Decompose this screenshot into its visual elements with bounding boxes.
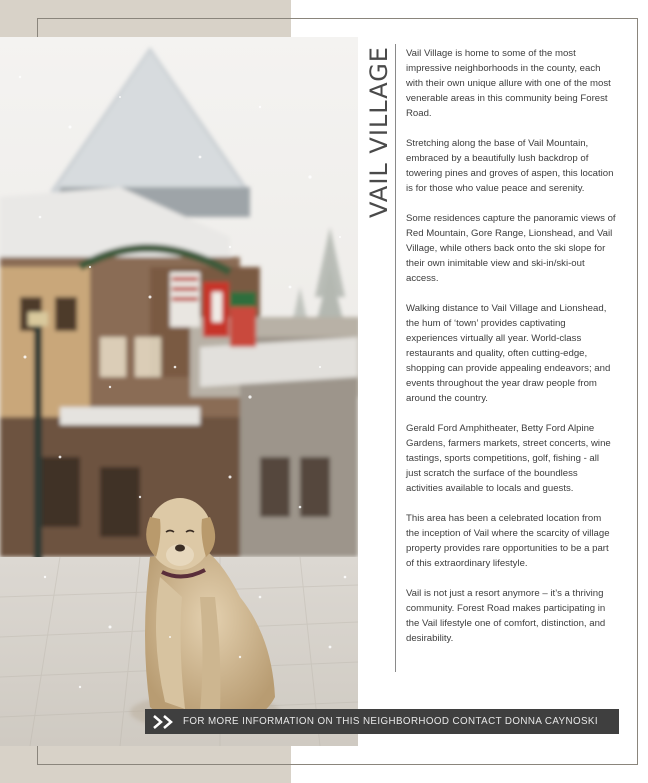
paragraph: Some residences capture the panoramic views of Red Mountain, Gore Range, Lionshead, and Vail Village, while others back onto the ski slope for their own inimitable view and ski-in/ski-out access. — [406, 213, 616, 284]
paragraph: Vail is not just a resort anymore – it’s a thriving community. Forest Road makes participating in the Vail lifestyle one of comfort, distinction, and desirability. — [406, 588, 606, 644]
contact-cta-text: FOR MORE INFORMATION ON THIS NEIGHBORHOOD CONTACT DONNA CAYNOSKI — [183, 716, 598, 727]
snowy-village-dog-photo — [0, 37, 358, 746]
vertical-divider — [395, 44, 396, 672]
paragraph: Vail Village is home to some of the most impressive neighborhoods in the county, each with their own unique allure with one of the most venerable areas in this community being Forest Road. — [406, 48, 611, 119]
section-title — [364, 42, 394, 222]
contact-cta-bar[interactable] — [145, 709, 619, 734]
paragraph: Walking distance to Vail Village and Lionshead, the hum of ‘town’ provides captivating experiences virtually all year. World-class restaurants and quality, often cutting-edge, shopping can provide appealing endeavors; and events throughout the year draw people from around the country. — [406, 303, 611, 404]
section-title-text: VAIL VILLAGE — [365, 46, 393, 218]
body-copy — [406, 46, 616, 661]
paragraph: This area has been a celebrated location from the inception of Vail where the scarcity of village property provides rare opportunities to be a part of this extraordinary lifestyle. — [406, 513, 610, 569]
paragraph: Stretching along the base of Vail Mountain, embraced by a beautifully lush backdrop of towering pines and groves of aspen, this location is for those who value peace and serenity. — [406, 138, 614, 194]
double-chevron-right-icon — [145, 709, 183, 734]
paragraph: Gerald Ford Amphitheater, Betty Ford Alpine Gardens, farmers markets, street concerts, wine tastings, sports competitions, golf, fishing - all just scratch the surface of the boundless activities available to locals and guests. — [406, 423, 611, 494]
